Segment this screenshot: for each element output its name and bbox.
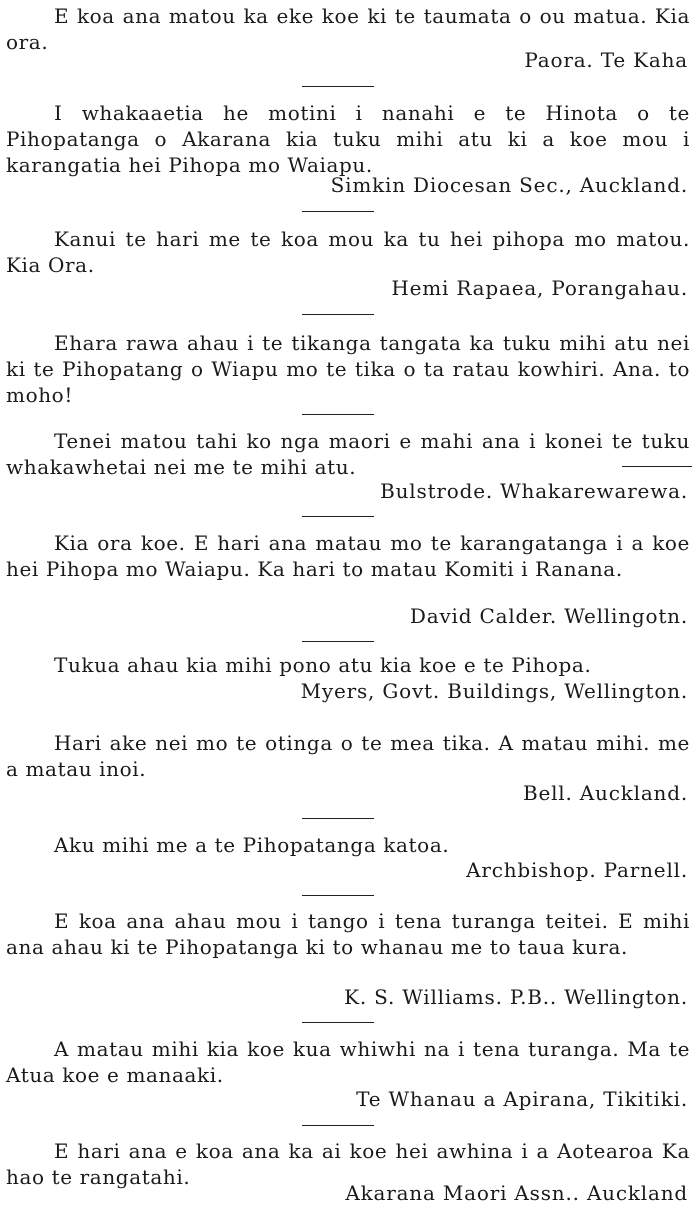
separator-rule: [302, 516, 374, 517]
separator-rule: [302, 314, 374, 315]
message-text: Kanui te hari me te koa mou ka tu hei pihopa mo matou. Kia Ora.: [6, 227, 690, 277]
message-text: Kia ora koe. E hari ana matau mo te karangatanga i a koe hei Pihopa mo Waiapu. Ka hari to matau Komiti i Ranana.: [6, 531, 690, 581]
message-text: E koa ana ahau mou i tango i tena turanga teitei. E mihi ana ahau ki te Pihopatanga ki to whanau me to taua kura.: [6, 909, 690, 959]
message-signature: Te Whanau a Apirana, Tikitiki.: [356, 1087, 688, 1111]
message-signature: Paora. Te Kaha: [524, 48, 688, 72]
separator-rule: [302, 211, 374, 212]
message-text: Tenei matou tahi ko nga maori e mahi ana i konei te tuku whakawhetai nei me te mihi atu.: [6, 429, 690, 479]
message-text: Aku mihi me a te Pihopatanga katoa.: [54, 833, 450, 857]
message-signature: Myers, Govt. Buildings, Wellington.: [300, 679, 688, 703]
message-signature: David Calder. Wellingotn.: [409, 604, 688, 628]
message-text: A matau mihi kia koe kua whiwhi na i tena turanga. Ma te Atua koe e manaaki.: [6, 1037, 690, 1087]
separator-rule: [302, 1022, 374, 1023]
message-signature: Bell. Auckland.: [522, 781, 688, 805]
separator-rule: [302, 818, 374, 819]
stray-rule: [622, 466, 692, 467]
separator-rule: [302, 1125, 374, 1126]
message-text: Hari ake nei mo te otinga o te mea tika. A matau mihi. me a matau inoi.: [6, 731, 690, 781]
message-signature: Hemi Rapaea, Porangahau.: [391, 276, 688, 300]
message-signature: Simkin Diocesan Sec., Auckland.: [330, 173, 688, 197]
separator-rule: [302, 895, 374, 896]
message-signature: Bulstrode. Whakarewarewa.: [380, 479, 688, 503]
message-signature: K. S. Williams. P.B.. Wellington.: [344, 985, 688, 1009]
message-text: E hari ana e koa ana ka ai koe hei awhina i a Aotearoa Ka hao te rangatahi.: [6, 1139, 690, 1189]
separator-rule: [302, 414, 374, 415]
message-text: E koa ana matou ka eke koe ki te taumata o ou matua. Kia ora.: [6, 4, 690, 54]
message-signature: Archbishop. Parnell.: [466, 858, 688, 882]
message-text: Tukua ahau kia mihi pono atu kia koe e te Pihopa.: [54, 653, 592, 677]
message-signature: Akarana Maori Assn.. Auckland: [345, 1181, 688, 1205]
message-text: I whakaaetia he motini i nanahi e te Hinota o te Pihopatanga o Akarana kia tuku mihi atu ki a koe mou i karangatia hei Pihopa mo Waiapu.: [6, 101, 690, 177]
message-text: Ehara rawa ahau i te tikanga tangata ka tuku mihi atu nei ki te Pihopatang o Wiapu mo te tika o ta ratau kowhiri. Ana. to moho!: [6, 331, 690, 407]
separator-rule: [302, 86, 374, 87]
separator-rule: [302, 641, 374, 642]
